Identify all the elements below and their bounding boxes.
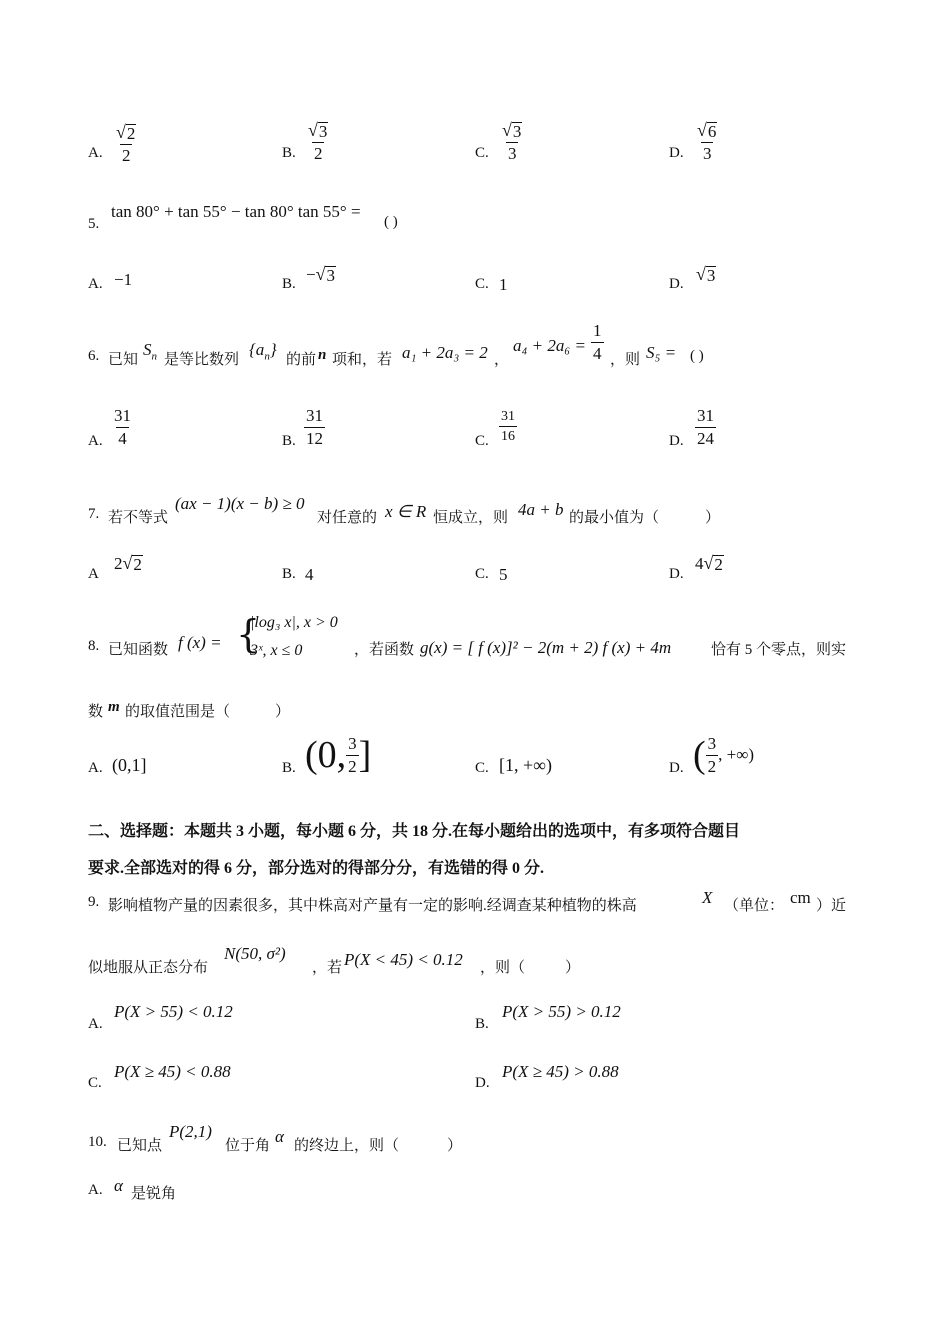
q5-option-d-value: √ 3: [696, 264, 716, 285]
q8-option-d-label: D.: [669, 760, 684, 776]
q7-option-d-value: 4 √ 2: [695, 553, 723, 574]
q4-option-a-label: A.: [88, 145, 103, 161]
q8-line2-b: 的取值范围是（: [125, 704, 231, 720]
q8-case-2: 3ˣ, x ≤ 0: [250, 642, 303, 659]
q6-eq2-frac: $\frac{1}{4}$: [593, 321, 602, 363]
q9-X: X: [702, 888, 713, 907]
q7-number: 7.: [88, 506, 100, 522]
q6-option-a-label: A.: [88, 433, 103, 449]
q6-option-b-label: B.: [282, 433, 296, 449]
q6-option-c-label: C.: [475, 433, 489, 449]
q8-option-d-value: ( $\frac{3}{2}$ , +∞): [693, 733, 755, 776]
q4-option-b-label: B.: [282, 145, 296, 161]
q6-option-d-value: $\frac{31}{24}$: [697, 406, 714, 448]
q7-inequality: (ax − 1)(x − b) ≥ 0: [175, 494, 305, 513]
q8-fx: f (x) =: [178, 633, 222, 652]
q6-text-4: 项和，若: [332, 352, 393, 368]
q5-option-c-value: 1: [499, 275, 508, 294]
q6-number: 6.: [88, 348, 100, 364]
q5-option-b-label: B.: [282, 276, 296, 292]
q9-line2-c: ，则（: [480, 960, 526, 976]
q8-text-3: 恰有 5 个零点，则实: [711, 642, 847, 658]
q9-line2-a: 似地服从正态分布: [88, 960, 209, 976]
q9-condition: P(X < 45) < 0.12: [344, 950, 463, 969]
q7-text-2: 对任意的: [317, 510, 378, 526]
q9-text-1: 影响植物产量的因素很多，其中株高对产量有一定的影响.经调查某种植物的株高: [108, 898, 637, 914]
q10-number: 10.: [88, 1134, 107, 1150]
q6-option-b-value: $\frac{31}{12}$: [306, 406, 323, 448]
q6-sn: $S_n$: [143, 340, 157, 363]
q8-option-b-label: B.: [282, 760, 296, 776]
q10-option-a-alpha: α: [114, 1176, 123, 1195]
q8-number: 8.: [88, 638, 100, 654]
q7-close: ）: [705, 510, 721, 526]
q6-option-a-value: $\frac{31}{4}$: [114, 406, 131, 448]
q6-blank: ( ): [690, 348, 704, 364]
q6-comma: ，: [494, 352, 510, 368]
q9-unit: cm: [790, 888, 811, 907]
q7-option-b-value: 4: [305, 565, 314, 584]
q4-option-a-value: √ 2 2: [116, 122, 136, 165]
q7-option-d-label: D.: [669, 566, 684, 582]
q9-option-d-label: D.: [475, 1075, 490, 1091]
q7-option-a-label: A: [88, 566, 99, 582]
q4-option-d-label: D.: [669, 145, 684, 161]
q5-option-b-value: − √ 3: [306, 264, 335, 285]
q5-option-a-value: −1: [114, 270, 133, 289]
q9-distribution: N(50, σ²): [224, 944, 286, 963]
q4-option-c-label: C.: [475, 145, 489, 161]
q5-option-d-label: D.: [669, 276, 684, 292]
q9-text-2: （单位：: [724, 898, 785, 914]
q9-option-c-value: P(X ≥ 45) < 0.88: [114, 1062, 231, 1081]
q9-option-a-label: A.: [88, 1016, 103, 1032]
q8-line2-a: 数: [88, 704, 104, 720]
q5-option-a-label: A.: [88, 276, 103, 292]
q7-option-a-value: 2 √ 2: [114, 553, 142, 574]
q7-text-3: 恒成立，则: [433, 510, 509, 526]
q5-option-c-label: C.: [475, 276, 489, 292]
q7-text-1: 若不等式: [108, 510, 169, 526]
q6-eq2-left: a₄ + 2a₆ =: [513, 336, 587, 355]
q7-expression: 4a + b: [518, 500, 564, 519]
q9-line2-b: ，若: [312, 960, 343, 976]
q6-text-2: 是等比数列: [164, 352, 240, 368]
q8-line2-close: ）: [275, 704, 291, 720]
q8-option-c-label: C.: [475, 760, 489, 776]
q5-number: 5.: [88, 216, 100, 232]
q8-option-a-value: (0,1]: [112, 755, 147, 775]
q6-an: $\{a_n\}$: [249, 340, 277, 363]
q8-gx: g(x) = [ f (x)]² − 2(m + 2) f (x) + 4m: [420, 638, 672, 657]
q4-option-c-value: √ 3 3: [502, 120, 522, 163]
q6-text-5: ，则: [610, 352, 641, 368]
q7-option-b-label: B.: [282, 566, 296, 582]
q8-text-1: 已知函数: [108, 642, 169, 658]
q10-point: P(2,1): [169, 1122, 212, 1141]
q4-option-b-value: √ 3 2: [308, 120, 328, 163]
q5-expression: tan 80° + tan 55° − tan 80° tan 55° =: [111, 202, 361, 221]
q6-text-1: 已知: [108, 352, 139, 368]
q10-alpha: α: [275, 1127, 284, 1146]
q6-text-3: 的前: [286, 352, 317, 368]
q6-option-c-value: $\frac{31}{16}$: [501, 409, 515, 444]
q10-option-a-label: A.: [88, 1182, 103, 1198]
q10-option-a-text: 是锐角: [131, 1186, 177, 1202]
q9-option-b-label: B.: [475, 1016, 489, 1032]
q8-option-b-value: (0, $\frac{3}{2}$ ]: [305, 733, 372, 776]
section-2-line-1: 二、选择题：本题共 3 小题，每小题 6 分，共 18 分.在每小题给出的选项中，有多项符合题目: [88, 823, 741, 840]
q10-text-2: 位于角: [225, 1138, 271, 1154]
q8-text-2: ，若函数: [354, 642, 415, 658]
q9-number: 9.: [88, 894, 100, 910]
q6-option-d-label: D.: [669, 433, 684, 449]
q9-option-b-value: P(X > 55) > 0.12: [502, 1002, 621, 1021]
q6-s5: S₅ =: [646, 343, 677, 362]
q9-option-d-value: P(X ≥ 45) > 0.88: [502, 1062, 619, 1081]
q9-option-c-label: C.: [88, 1075, 102, 1091]
q10-text-3: 的终边上，则（: [294, 1138, 400, 1154]
q9-option-a-value: P(X > 55) < 0.12: [114, 1002, 233, 1021]
q7-text-4: 的最小值为（: [569, 510, 660, 526]
q4-option-d-value: √ 6 3: [697, 120, 717, 163]
section-2-line-2: 要求.全部选对的得 6 分，部分选对的得部分分，有选错的得 0 分.: [88, 860, 545, 877]
q6-eq1: a₁ + 2a₃ = 2: [402, 343, 488, 362]
q8-m: m: [108, 699, 120, 715]
q8-option-a-label: A.: [88, 760, 103, 776]
q9-text-3: ）近: [816, 898, 847, 914]
q10-close: ）: [447, 1138, 463, 1154]
q8-option-c-value: [1, +∞): [499, 755, 552, 775]
q6-n: n: [318, 347, 327, 363]
q8-case-1: |log₃ x|, x > 0: [250, 614, 338, 631]
q7-option-c-label: C.: [475, 566, 489, 582]
q7-option-c-value: 5: [499, 565, 508, 584]
q8-left-brace: {: [236, 612, 261, 656]
q5-blank: ( ): [384, 214, 398, 230]
q10-text-1: 已知点: [117, 1138, 163, 1154]
q7-condition: x ∈ R: [385, 502, 427, 521]
q9-close: ）: [565, 960, 581, 976]
